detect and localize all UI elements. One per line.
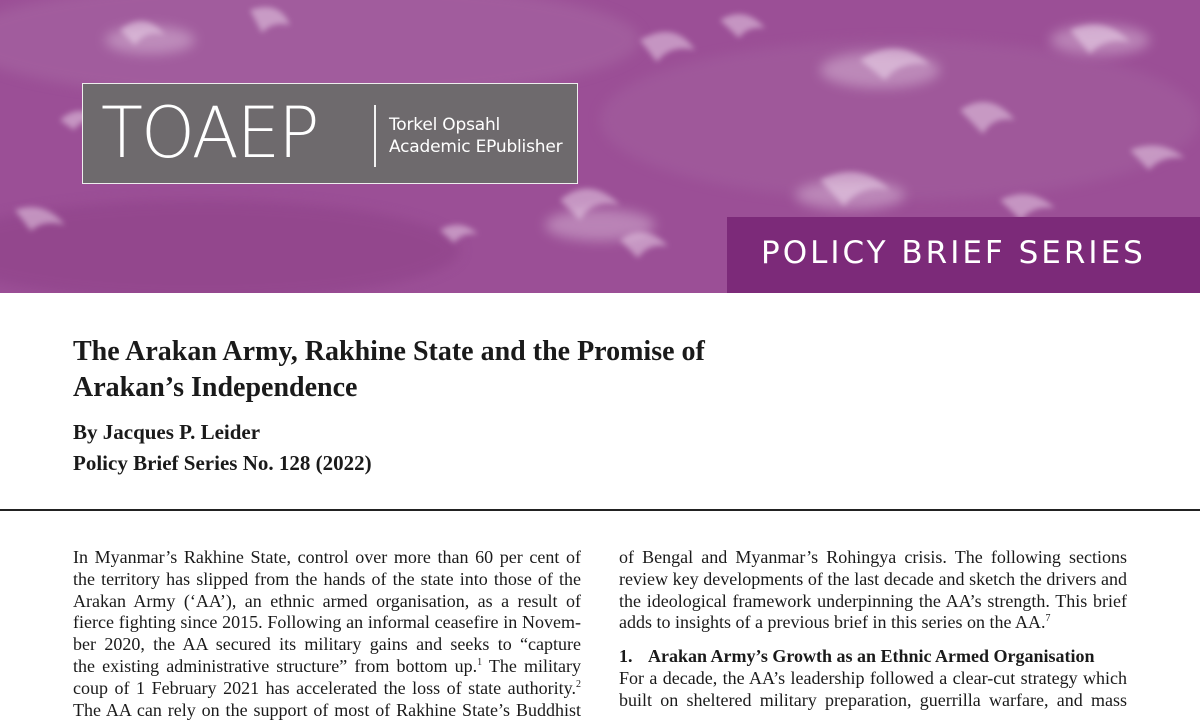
header-banner: [0, 0, 1200, 293]
logo-wordmark: TOAEP: [101, 92, 318, 174]
toaep-logo: [82, 83, 578, 184]
body-column-left: [73, 547, 581, 721]
body-line: The AA can rely on the support of most of Rakhine State’s Buddhist: [73, 699, 581, 720]
body-line-with-footnote: [73, 678, 581, 700]
title-line-2: Arakan’s Independence: [73, 372, 358, 403]
document-title: [73, 334, 873, 406]
body-column-right: [619, 547, 1127, 712]
body-line: For a decade, the AA’s leadership followed a clear-cut strategy which: [619, 667, 1127, 688]
title-line-1: The Arakan Army, Rakhine State and the Promise of: [73, 336, 705, 367]
section-heading: [619, 646, 1127, 668]
body-line-with-footnote: [619, 612, 1127, 634]
body-line: review key developments of the last decade and sketch the drivers and: [619, 568, 1127, 589]
logo-subtitle-line-2: Academic EPublisher: [389, 137, 563, 157]
logo-divider: [374, 105, 376, 167]
section-number: 1.: [619, 646, 633, 667]
author-byline: By Jacques P. Leider: [73, 420, 261, 444]
logo-subtitle-line-1: Torkel Opsahl: [389, 115, 501, 135]
body-text: The military: [482, 655, 581, 676]
body-line: the territory has slipped from the hands of the state into those of the: [73, 568, 581, 589]
footnote-ref-7[interactable]: 7: [1045, 613, 1051, 625]
series-label: POLICY BRIEF SERIES: [761, 235, 1146, 271]
series-band: [727, 217, 1200, 293]
body-line-with-footnote: [73, 656, 581, 678]
body-line: fierce fighting since 2015. Following an informal ceasefire in Novem-: [73, 612, 581, 633]
footnote-ref-2[interactable]: 2: [576, 678, 581, 690]
body-line: of Bengal and Myanmar’s Rohingya crisis. The following sections: [619, 547, 1127, 567]
body-line: built on sheltered military preparation, guerrilla warfare, and mass: [619, 689, 1127, 710]
body-text: adds to insights of a previous brief in this series on the AA.: [619, 612, 1046, 633]
series-number: Policy Brief Series No. 128 (2022): [73, 451, 372, 475]
footnote-ref-1[interactable]: 1: [477, 656, 483, 668]
body-line: Arakan Army (‘AA’), an ethnic armed organisation, as a result of: [73, 590, 581, 611]
body-line: In Myanmar’s Rakhine State, control over more than 60 per cent of: [73, 547, 581, 567]
body-line: ber 2020, the AA secured its military gains and seeks to “capture: [73, 634, 581, 655]
section-title: Arakan Army’s Growth as an Ethnic Armed Organisation: [648, 646, 1095, 667]
horizontal-rule: [0, 509, 1200, 511]
body-line: the ideological framework underpinning the AA’s strength. This brief: [619, 590, 1127, 611]
body-text: the existing administrative structure” from bottom up.: [73, 655, 478, 676]
body-text: coup of 1 February 2021 has accelerated the loss of state authority.: [73, 677, 576, 698]
